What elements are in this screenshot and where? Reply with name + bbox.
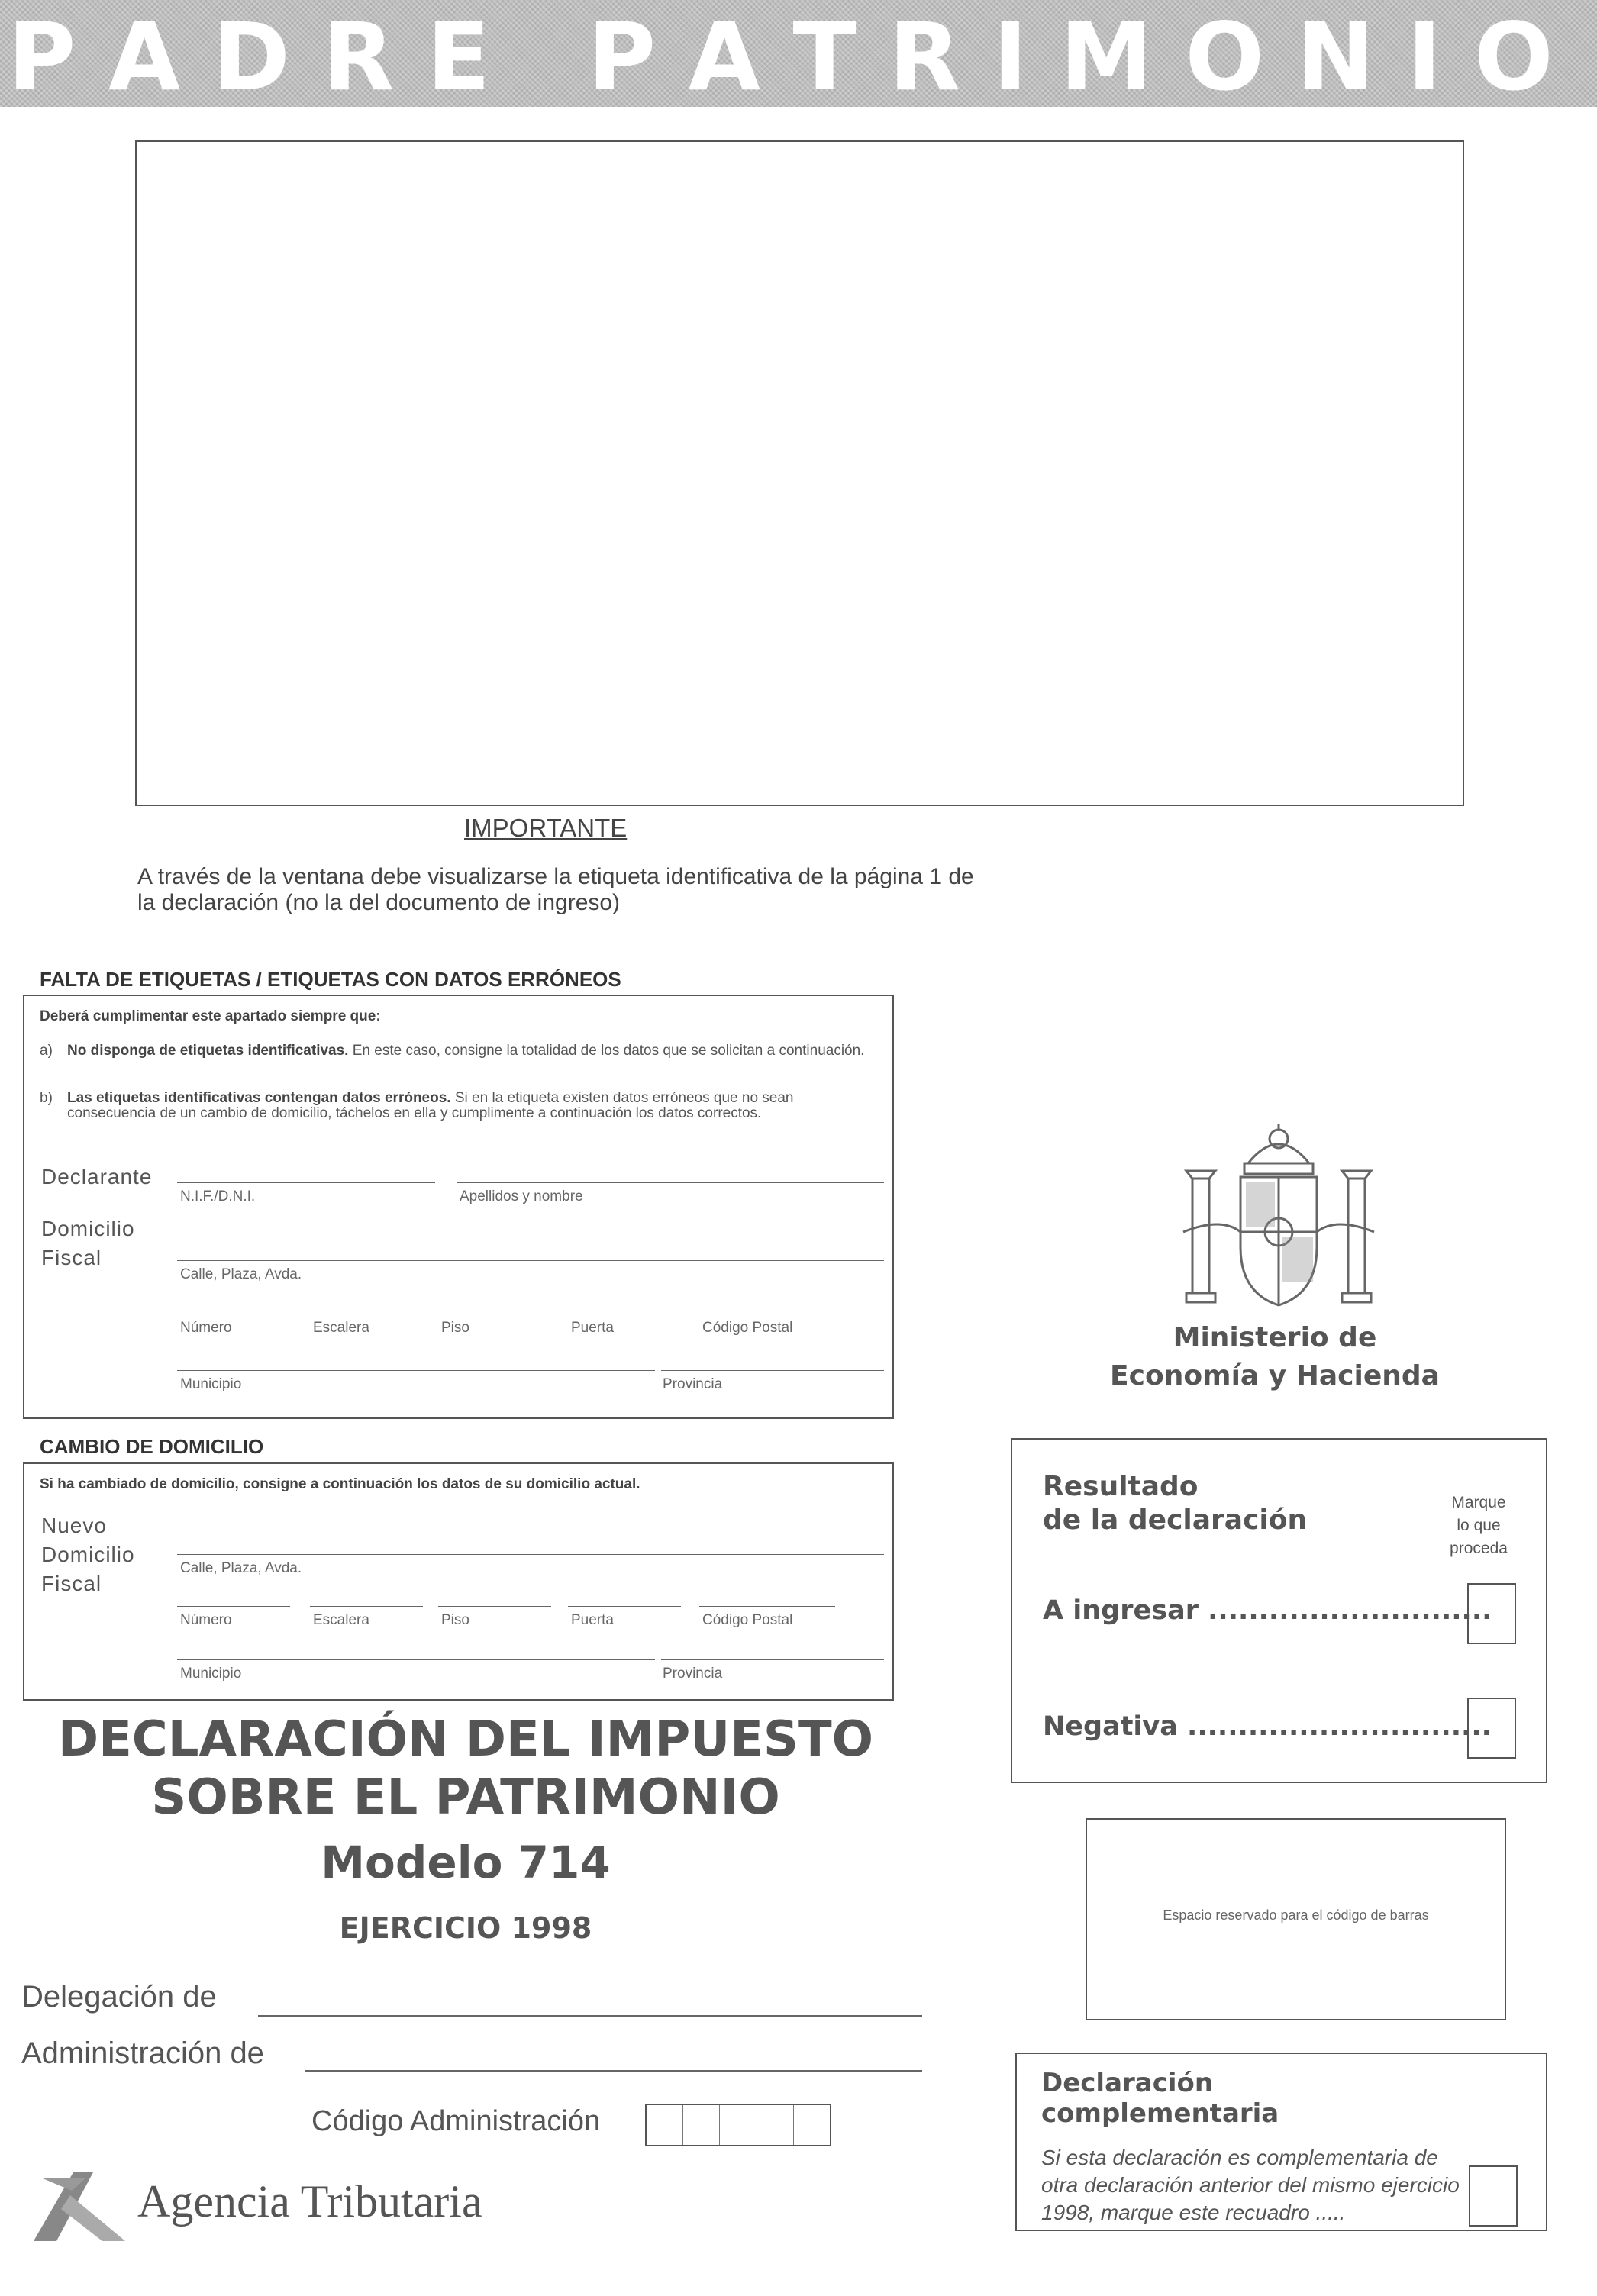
coat-of-arms-icon [1176, 1117, 1382, 1317]
new-numero-field[interactable] [177, 1606, 290, 1607]
complementary-title: Declaración complementaria [1041, 2068, 1279, 2129]
nuevo-label-2: Domicilio [41, 1543, 135, 1566]
codigo-administracion-label: Código Administración [311, 2105, 601, 2137]
domicilio-label-2: Fiscal [41, 1246, 102, 1269]
escalera-caption: Escalera [313, 1320, 369, 1336]
header-banner [0, 0, 1597, 111]
new-escalera-field[interactable] [310, 1606, 423, 1607]
change-address-intro: Si ha cambiado de domicilio, consigne a continuación los datos de su domicilio actual. [40, 1476, 640, 1492]
missing-labels-intro: Deberá cumplimentar este apartado siempre que: [40, 1008, 381, 1024]
new-codigo-postal-caption: Código Postal [702, 1612, 793, 1628]
a-ingresar-checkbox[interactable] [1467, 1583, 1516, 1644]
codigo-administracion-field[interactable] [645, 2104, 831, 2146]
barcode-area [1086, 1818, 1506, 2020]
result-box [1011, 1438, 1547, 1783]
ministry-line1: Ministerio de [1173, 1322, 1377, 1353]
mark-instruction: Marque lo que proceda [1450, 1494, 1508, 1557]
change-address-title: CAMBIO DE DOMICILIO [40, 1435, 264, 1458]
nuevo-label-1: Nuevo [41, 1514, 107, 1537]
new-provincia-field[interactable] [661, 1659, 884, 1660]
new-puerta-caption: Puerta [571, 1612, 614, 1628]
new-municipio-caption: Municipio [180, 1666, 242, 1682]
agencia-tributaria-logo-icon [26, 2165, 133, 2249]
calle-caption: Calle, Plaza, Avda. [180, 1266, 302, 1282]
a-ingresar-label: A ingresar ............................ [1043, 1595, 1492, 1626]
provincia-field[interactable] [661, 1370, 884, 1371]
agency-name: Agencia Tributaria [137, 2176, 482, 2227]
administracion-label: Administración de [21, 2036, 264, 2070]
model-number: Modelo 714 [321, 1836, 611, 1888]
calle-field[interactable] [177, 1260, 884, 1261]
nif-field[interactable] [177, 1182, 435, 1183]
fiscal-year: EJERCICIO 1998 [339, 1911, 592, 1945]
puerta-caption: Puerta [571, 1320, 614, 1336]
new-codigo-postal-field[interactable] [699, 1606, 835, 1607]
new-provincia-caption: Provincia [663, 1666, 723, 1682]
new-piso-caption: Piso [441, 1612, 469, 1628]
nuevo-label-3: Fiscal [41, 1572, 102, 1595]
important-text: A través de la ventana debe visualizarse la etiqueta identificativa de la página 1 de la declaración (no la del documento de ingreso) [137, 864, 974, 915]
change-address-box [23, 1462, 894, 1701]
header-title: P A D R E P A T R I M O N I O [8, 3, 1553, 111]
label-window [135, 140, 1464, 806]
negativa-label: Negativa .............................. [1043, 1711, 1492, 1742]
form-title-line1: DECLARACIÓN DEL IMPUESTO [57, 1711, 874, 1768]
declarante-label: Declarante [41, 1165, 153, 1188]
missing-labels-box: Deberá cumplimentar este apartado siempre que: a) No disponga de etiquetas identificativas. En este caso, consigne la totalidad de los datos que se solicitan a continuación. b) Las etiquetas identificativas contengan datos erróneos. Si en la etiqueta existen datos erróneos que no sean consecuencia de un cambio de domicilio, táchelos en ella y cumplimente a continuación los datos correctos. Declarante N.I.F./D.N.I. Apellidos y nombre Domicilio Fiscal Calle, Plaza, Avda. Número Escalera Piso Puerta Código Postal Municipio Provincia [23, 995, 894, 1419]
result-title: Resultado de la declaración [1043, 1471, 1308, 1536]
important-title: IMPORTANTE [464, 814, 628, 842]
delegacion-label: Delegación de [21, 1980, 217, 2014]
new-piso-field[interactable] [438, 1606, 551, 1607]
new-numero-caption: Número [180, 1612, 232, 1628]
missing-labels-title: FALTA DE ETIQUETAS / ETIQUETAS CON DATOS ERRÓNEOS [40, 968, 621, 991]
new-escalera-caption: Escalera [313, 1612, 369, 1628]
negativa-checkbox[interactable] [1467, 1698, 1516, 1759]
apellidos-field[interactable] [457, 1182, 884, 1183]
domicilio-label-1: Domicilio [41, 1217, 135, 1240]
administracion-field[interactable] [305, 2070, 922, 2072]
codigo-postal-caption: Código Postal [702, 1320, 793, 1336]
complementary-box [1015, 2053, 1547, 2231]
nif-caption: N.I.F./D.N.I. [180, 1188, 256, 1204]
form-title-line2: SOBRE EL PATRIMONIO [151, 1769, 780, 1826]
new-puerta-field[interactable] [568, 1606, 681, 1607]
delegacion-field[interactable] [258, 2015, 922, 2017]
new-municipio-field[interactable] [177, 1659, 655, 1660]
provincia-caption: Provincia [663, 1376, 723, 1392]
ministry-line2: Economía y Hacienda [1110, 1360, 1440, 1391]
municipio-field[interactable] [177, 1370, 655, 1371]
municipio-caption: Municipio [180, 1376, 242, 1392]
piso-caption: Piso [441, 1320, 469, 1336]
barcode-text: Espacio reservado para el código de barras [1163, 1907, 1429, 1923]
complementary-checkbox[interactable] [1469, 2165, 1518, 2227]
numero-caption: Número [180, 1320, 232, 1336]
new-calle-field[interactable] [177, 1554, 884, 1555]
complementary-text: Si esta declaración es complementaria de otra declaración anterior del mismo ejercicio 1998, marque este recuadro ..... [1041, 2146, 1460, 2224]
new-calle-caption: Calle, Plaza, Avda. [180, 1560, 302, 1576]
apellidos-caption: Apellidos y nombre [460, 1188, 583, 1204]
